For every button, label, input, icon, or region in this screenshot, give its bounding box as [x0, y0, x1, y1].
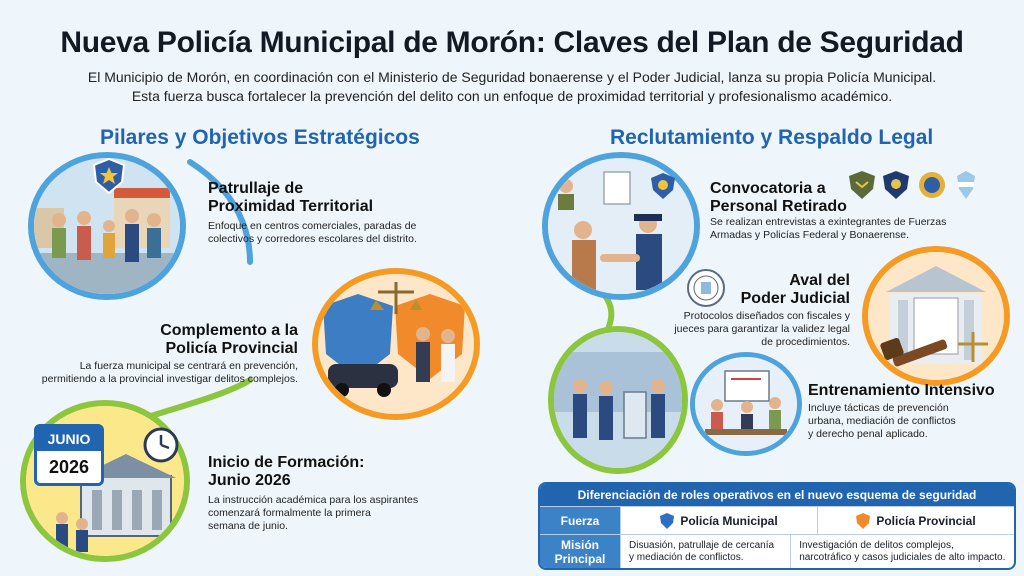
shield-orange-icon — [856, 513, 870, 529]
item-formacion-title: Inicio de Formación: Junio 2026 — [208, 454, 365, 489]
item-complemento-text: La fuerza municipal se centrará en prevención, permitiendo a la provincial investigar delitos complejos. — [41, 360, 298, 385]
calendar-icon — [34, 424, 104, 486]
item-complemento-title: Complemento a la Policía Provincial — [160, 322, 298, 357]
recruitment-illustration — [542, 152, 700, 300]
right-section-heading: Reclutamiento y Respaldo Legal — [610, 126, 934, 149]
cell-provincial-mission: Investigación de delitos complejos, narcotráfico y casos judiciales de alto impacto. — [790, 535, 1014, 568]
tactics-illustration — [548, 326, 688, 474]
item-patrullaje-text: Enfoque en centros comerciales, paradas de colectivos y corredores escolares del distrito. — [208, 220, 417, 245]
col-municipal: Policía Municipal — [620, 507, 817, 534]
cell-municipal-mission: Disuasión, patrullaje de cercanía y mediación de conflictos. — [620, 535, 790, 568]
left-section-heading: Pilares y Objetivos Estratégicos — [100, 126, 420, 149]
small-badge-icon — [650, 172, 676, 200]
intro-text: El Municipio de Morón, en coordinación con el Ministerio de Seguridad bonaerense y el Poder Judicial, lanza su propia Policía Municipal. Esta fuerza busca fortalecer la prevención del delito con un enfoque de proximidad territorial y profesionalismo académico. — [87, 69, 937, 104]
classroom-illustration — [690, 352, 802, 456]
judicial-illustration — [862, 246, 1010, 386]
force-insignias-icon — [848, 170, 976, 200]
calendar-year: 2026 — [48, 457, 90, 477]
table-row — [540, 506, 1014, 534]
shield-blue-icon — [660, 513, 674, 529]
item-entrenamiento-title: Entrenamiento Intensivo — [808, 382, 995, 399]
row-label-fuerza: Fuerza — [540, 507, 620, 534]
item-convocatoria-text: Se realizan entrevistas a exintegrantes de Fuerzas Armadas y Policías Federal y Bonaerense. — [710, 216, 947, 241]
item-formacion-text: La instrucción académica para los aspirantes comenzará formalmente la primera semana de junio. — [208, 494, 419, 532]
table-row — [540, 534, 1014, 568]
row-label-mision: Misión Principal — [540, 535, 620, 568]
item-convocatoria-title: Convocatoria a Personal Retirado — [710, 180, 847, 215]
roles-table — [538, 482, 1016, 570]
table-heading: Diferenciación de roles operativos en el nuevo esquema de seguridad — [540, 484, 1014, 506]
item-patrullaje-title: Patrullaje de Proximidad Territorial — [208, 180, 374, 215]
complement-illustration — [312, 268, 480, 420]
clock-icon — [142, 426, 180, 464]
item-aval-text: Protocolos diseñados con fiscales y jueces para garantizar la validez legal de procedimientos. — [674, 310, 850, 348]
calendar-month: JUNIO — [37, 427, 101, 451]
item-aval-title: Aval del Poder Judicial — [740, 272, 850, 307]
police-badge-icon — [92, 158, 126, 194]
col-provincial: Policía Provincial — [817, 507, 1014, 534]
item-entrenamiento-text: Incluye tácticas de prevención urbana, mediación de conflictos y derecho penal aplicado. — [808, 402, 956, 440]
page-title: Nueva Policía Municipal de Morón: Claves del Plan de Seguridad — [60, 26, 964, 59]
